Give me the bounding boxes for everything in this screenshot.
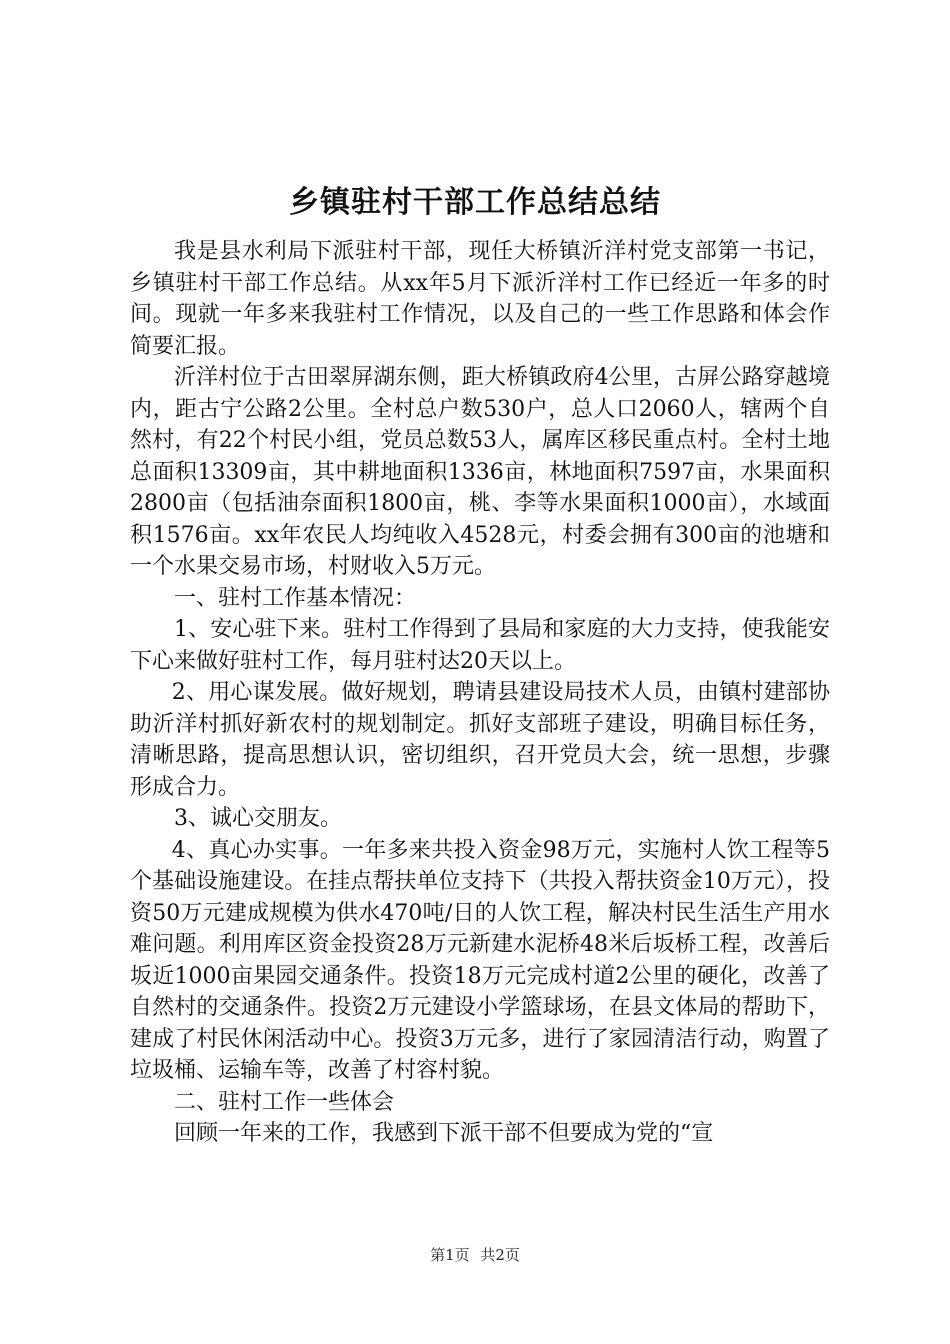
document-body	[130, 236, 830, 1150]
total-page-count: 共2页	[480, 1246, 520, 1264]
paragraph-item-2: 2、用心谋发展。做好规划，聘请县建设局技术人员，由镇村建部协助沂洋村抓好新农村的规划制定。抓好支部班子建设，明确目标任务，清晰思路，提高思想认识，密切组织，召开党员大会，统一思想，步骤形成合力。	[130, 680, 830, 800]
paragraph-intro: 我是县水利局下派驻村干部，现任大桥镇沂洋村党支部第一书记，乡镇驻村干部工作总结。从xx年5月下派沂洋村工作已经近一年多的时间。现就一年多来我驻村工作情况，以及自己的一些工作思路和体会作简要汇报。	[130, 239, 830, 359]
current-page-number: 第1页	[430, 1246, 470, 1264]
paragraph-item-4: 4、真心办实事。一年多来共投入资金98万元，实施村人饮工程等5个基础设施建设。在挂点帮扶单位支持下（共投入帮扶资金10万元），投资50万元建成规模为供水470吨/日的人饮工程，解决村民生活生产用水难问题。利用库区资金投资28万元新建水泥桥48米后坂桥工程，改善后坂近1000亩果园交通条件。投资18万元完成村道2公里的硬化，改善了自然村的交通条件。投资2万元建设小学篮球场，在县文体局的帮助下，建成了村民休闲活动中心。投资3万元多，进行了家园清洁行动，购置了垃圾桶、运输车等，改善了村容村貌。	[130, 837, 830, 1083]
document-title: 乡镇驻村干部工作总结总结	[289, 185, 661, 220]
section-heading-experience: 二、驻村工作一些体会	[174, 1089, 395, 1115]
page-footer	[0, 1245, 950, 1265]
section-heading-basic-situation: 一、驻村工作基本情况：	[174, 585, 417, 611]
paragraph-item-3: 3、诚心交朋友。	[174, 806, 342, 831]
paragraph-review: 回顾一年来的工作，我感到下派干部不但要成为党的“宣	[174, 1121, 714, 1146]
paragraph-village-profile: 沂洋村位于古田翠屏湖东侧，距大桥镇政府4公里，古屏公路穿越境内，距古宁公路2公里。全村总户数530户，总人口2060人，辖两个自然村，有22个村民小组，党员总数53人，属库区移民重点村。全村土地总面积13309亩，其中耕地面积1336亩，林地面积7597亩，水果面积2800亩（包括油奈面积1800亩，桃、李等水果面积1000亩），水域面积1576亩。xx年农民人均纯收入4528元，村委会拥有300亩的池塘和一个水果交易市场，村财收入5万元。	[130, 365, 830, 579]
paragraph-item-1: 1、安心驻下来。驻村工作得到了县局和家庭的大力支持，使我能安下心来做好驻村工作，每月驻村达20天以上。	[130, 617, 830, 674]
